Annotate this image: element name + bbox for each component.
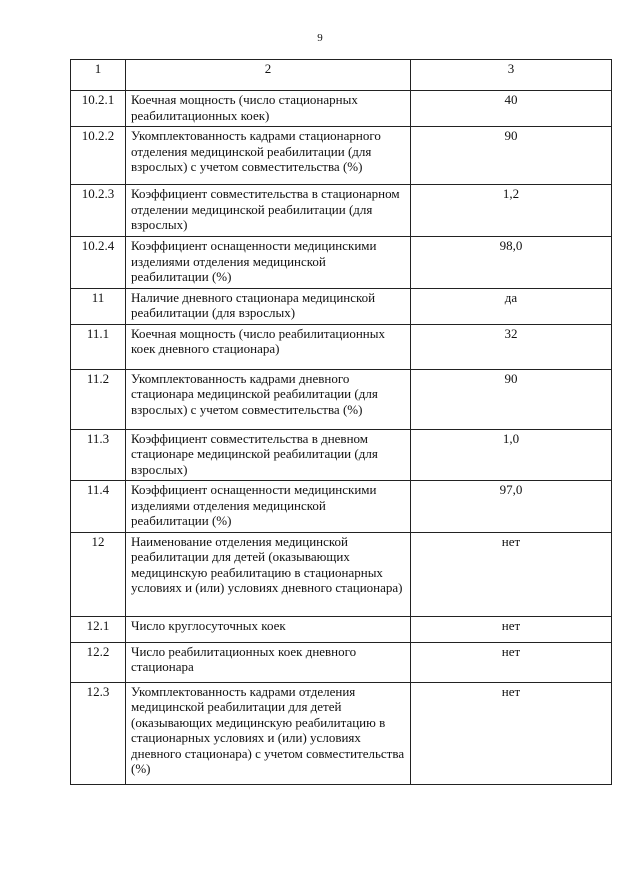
row-description: Укомплектованность кадрами стационарного отделения медицинской реабилитации (для взрослых) с учетом совместительства (%)	[126, 127, 411, 185]
table-row	[71, 369, 612, 429]
table-row	[71, 127, 612, 185]
row-number: 10.2.1	[71, 91, 126, 127]
row-value: 98,0	[411, 237, 612, 289]
page-number: 9	[317, 32, 323, 44]
row-value: нет	[411, 532, 612, 616]
column-header-3: 3	[411, 60, 612, 91]
row-description: Число круглосуточных коек	[126, 616, 411, 642]
table-row	[71, 288, 612, 324]
row-value: 32	[411, 324, 612, 369]
row-description: Коэффициент совместительства в стационарном отделении медицинской реабилитации (для взрослых)	[126, 185, 411, 237]
data-table	[70, 59, 612, 785]
table-row	[71, 324, 612, 369]
column-header-1: 1	[71, 60, 126, 91]
row-value: 1,0	[411, 429, 612, 481]
row-value: 1,2	[411, 185, 612, 237]
table-row	[71, 532, 612, 616]
row-number: 11.2	[71, 369, 126, 429]
table-row	[71, 429, 612, 481]
row-description: Наименование отделения медицинской реабилитации для детей (оказывающих медицинскую реабилитацию в стационарных условиях и (или) условиях дневного стационара)	[126, 532, 411, 616]
row-number: 12.2	[71, 642, 126, 682]
table-row	[71, 481, 612, 533]
row-number: 11.4	[71, 481, 126, 533]
table-row	[71, 616, 612, 642]
table-row	[71, 237, 612, 289]
row-value: нет	[411, 616, 612, 642]
row-description: Укомплектованность кадрами дневного стационара медицинской реабилитации (для взрослых) с учетом совместительства (%)	[126, 369, 411, 429]
row-value: нет	[411, 682, 612, 784]
row-value: нет	[411, 642, 612, 682]
row-number: 10.2.3	[71, 185, 126, 237]
row-number: 12	[71, 532, 126, 616]
row-number: 11	[71, 288, 126, 324]
column-header-2: 2	[126, 60, 411, 91]
row-value: да	[411, 288, 612, 324]
row-description: Коэффициент оснащенности медицинскими изделиями отделения медицинской реабилитации (%)	[126, 237, 411, 289]
row-number: 12.3	[71, 682, 126, 784]
row-description: Число реабилитационных коек дневного стационара	[126, 642, 411, 682]
row-description: Наличие дневного стационара медицинской реабилитации (для взрослых)	[126, 288, 411, 324]
row-value: 40	[411, 91, 612, 127]
row-description: Коэффициент совместительства в дневном стационаре медицинской реабилитации (для взрослых)	[126, 429, 411, 481]
row-number: 10.2.2	[71, 127, 126, 185]
table-row	[71, 185, 612, 237]
row-description: Коечная мощность (число реабилитационных коек дневного стационара)	[126, 324, 411, 369]
row-number: 12.1	[71, 616, 126, 642]
row-value: 90	[411, 369, 612, 429]
row-number: 11.1	[71, 324, 126, 369]
table-header-row	[71, 60, 612, 91]
table-row	[71, 682, 612, 784]
row-number: 10.2.4	[71, 237, 126, 289]
row-value: 90	[411, 127, 612, 185]
row-description: Коечная мощность (число стационарных реабилитационных коек)	[126, 91, 411, 127]
row-description: Коэффициент оснащенности медицинскими изделиями отделения медицинской реабилитации (%)	[126, 481, 411, 533]
table-row	[71, 642, 612, 682]
row-number: 11.3	[71, 429, 126, 481]
row-description: Укомплектованность кадрами отделения медицинской реабилитации для детей (оказывающих медицинскую реабилитацию в стационарных условиях и (или) условиях дневного стационара) с учетом совместительства (%)	[126, 682, 411, 784]
table-row	[71, 91, 612, 127]
row-value: 97,0	[411, 481, 612, 533]
